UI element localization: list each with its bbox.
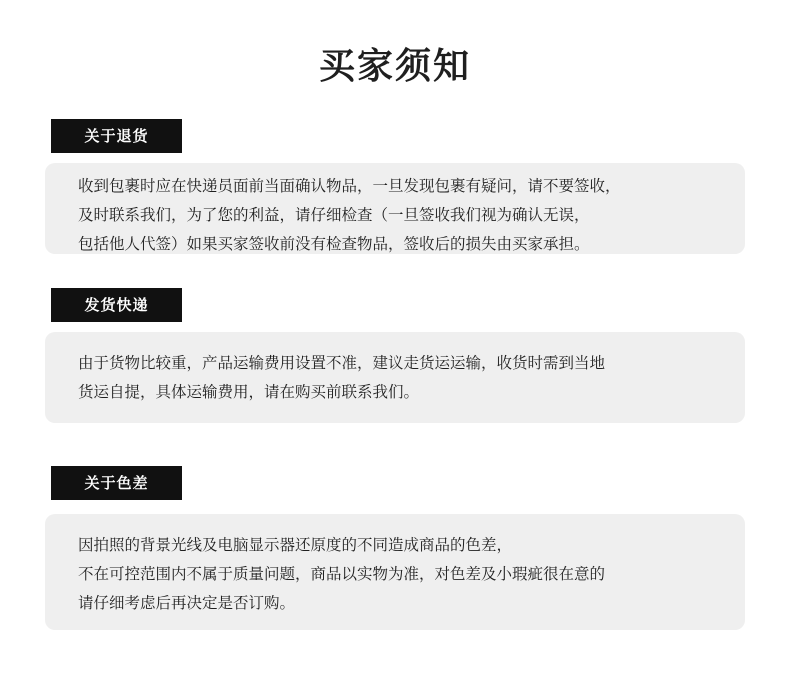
section-text-line: 及时联系我们，为了您的利益，请仔细检查（一旦签收我们视为确认无误， — [78, 206, 590, 224]
section-body-shipping — [45, 332, 745, 423]
section-text-line: 包括他人代签）如果买家签收前没有检查物品，签收后的损失由买家承担。 — [78, 235, 590, 253]
section-text-line: 货运自提，具体运输费用，请在购买前联系我们。 — [78, 383, 420, 401]
section-text-line: 请仔细考虑后再决定是否订购。 — [78, 594, 296, 612]
section-body-color-difference — [45, 514, 745, 630]
page-title: 买家须知 — [318, 46, 471, 87]
section-body-returns — [45, 163, 745, 254]
section-text-line: 由于货物比较重，产品运输费用设置不准，建议走货运运输，收货时需到当地 — [78, 354, 606, 372]
section-heading-color-difference: 关于色差 — [51, 466, 182, 500]
section-text-line: 因拍照的背景光线及电脑显示器还原度的不同造成商品的色差， — [78, 536, 513, 554]
section-text-line: 不在可控范围内不属于质量问题，商品以实物为准，对色差及小瑕疵很在意的 — [78, 565, 606, 583]
section-text-line: 收到包裹时应在快递员面前当面确认物品，一旦发现包裹有疑问，请不要签收， — [78, 177, 621, 195]
section-heading-shipping: 发货快递 — [51, 288, 182, 322]
section-heading-returns: 关于退货 — [51, 119, 182, 153]
